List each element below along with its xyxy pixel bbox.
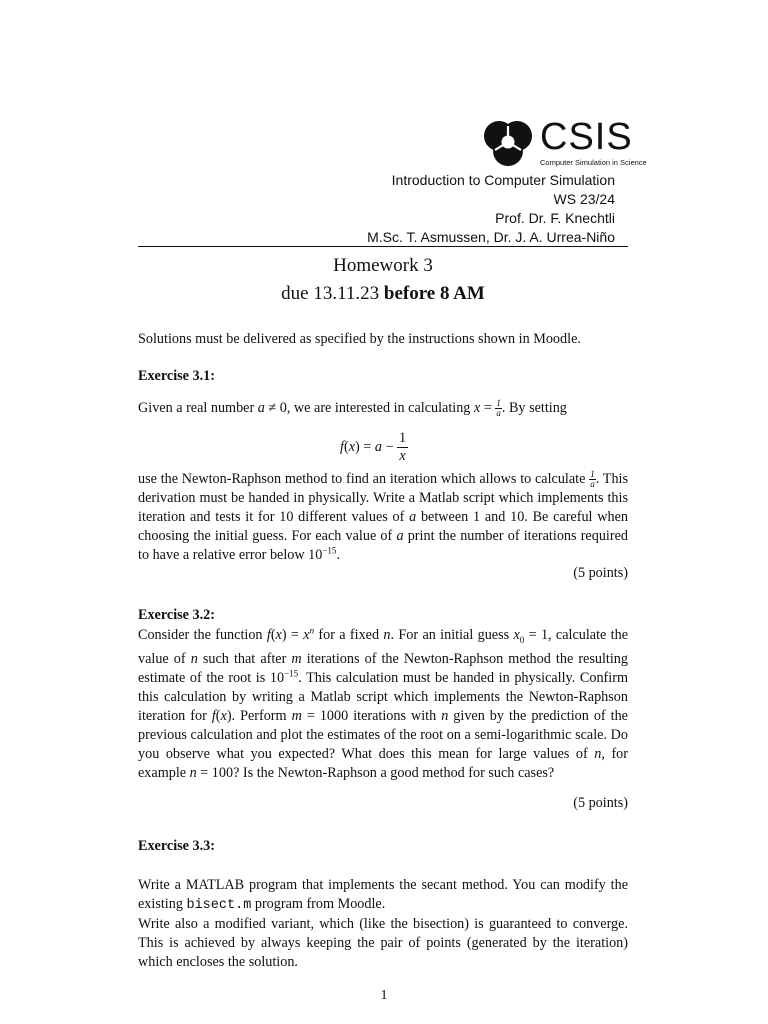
csis-logo [480, 116, 647, 170]
exercise-3-2-points: (5 points) [573, 795, 628, 811]
logo-subtitle: Computer Simulation in Science [540, 158, 647, 167]
csis-logo-icon [480, 118, 536, 170]
intro-text: Solutions must be delivered as specified by the instructions shown in Moodle. [138, 331, 581, 347]
exercise-3-1-body: use the Newton-Raphson method to find an iteration which allows to calculate $\frac{1}{a}$ . This derivation must be handed in physically. Write a Matlab script which implements this iteration and tests it for 10 different values of a between 1 and 10. Be careful when choosing the initial guess. For each value of a print the number of iterations required to have a relative error below $10^{-15}$. [138, 469, 628, 564]
exercise-3-2-body: Consider the function $f(x) = x^n$ for a fixed n. For an initial guess $x_0 = 1$, calculate the value of n such that after m iterations of the Newton-Raphson method the resulting estimate of the root is $10^{-15}$. This calculation must be handed in physically. Confirm this calculation by writing a Matlab script which implements the Newton-Raphson iteration for f(x). Perform m = 1000 iterations with n given by the prediction of the previous calculation and plot the estimates of the root on a semi-logarithmic scale. Do you observe what you expected? What does this mean for large values of n, for example n = 100? Is the Newton-Raphson a good method for such cases? [138, 625, 629, 781]
professor: Prof. Dr. F. Knechtli [495, 210, 615, 226]
exercise-3-2-heading: Exercise 3.2: [138, 607, 215, 623]
due-time: before 8 AM [383, 283, 485, 304]
exercise-3-3-heading: Exercise 3.3: [138, 838, 215, 854]
exercise-3-1-heading: Exercise 3.1: [138, 368, 215, 384]
due-date-text: due 13.11.23 [281, 283, 384, 304]
exercise-3-1-points: (5 points) [573, 565, 628, 581]
page-number: 1 [380, 988, 388, 1003]
assistants: M.Sc. T. Asmussen, Dr. J. A. Urrea-Niño [367, 229, 615, 245]
due-date [138, 283, 628, 305]
semester: WS 23/24 [553, 191, 615, 207]
code-filename: bisect.m [186, 898, 252, 913]
exercise-3-3-body: Write a MATLAB program that implements the secant method. You can modify the existing bisect.m program from Moodle. Write also a modified variant, which (like the bisection) is guaranteed to converge. This is achieved by always keeping the pair of points (generated by the iteration) which encloses the solution. [138, 877, 628, 970]
exercise-3-1-intro: Given a real number a ≠ 0, we are interested in calculating x = $\frac{1}{a}$ . By setting [138, 398, 567, 419]
equation-f: f(x) = a − $\frac{1}{x}$ [340, 430, 407, 464]
course-name: Introduction to Computer Simulation [391, 172, 615, 188]
header-rule [138, 246, 628, 247]
logo-text: CSIS [540, 116, 633, 158]
homework-title: Homework 3 [333, 255, 433, 276]
